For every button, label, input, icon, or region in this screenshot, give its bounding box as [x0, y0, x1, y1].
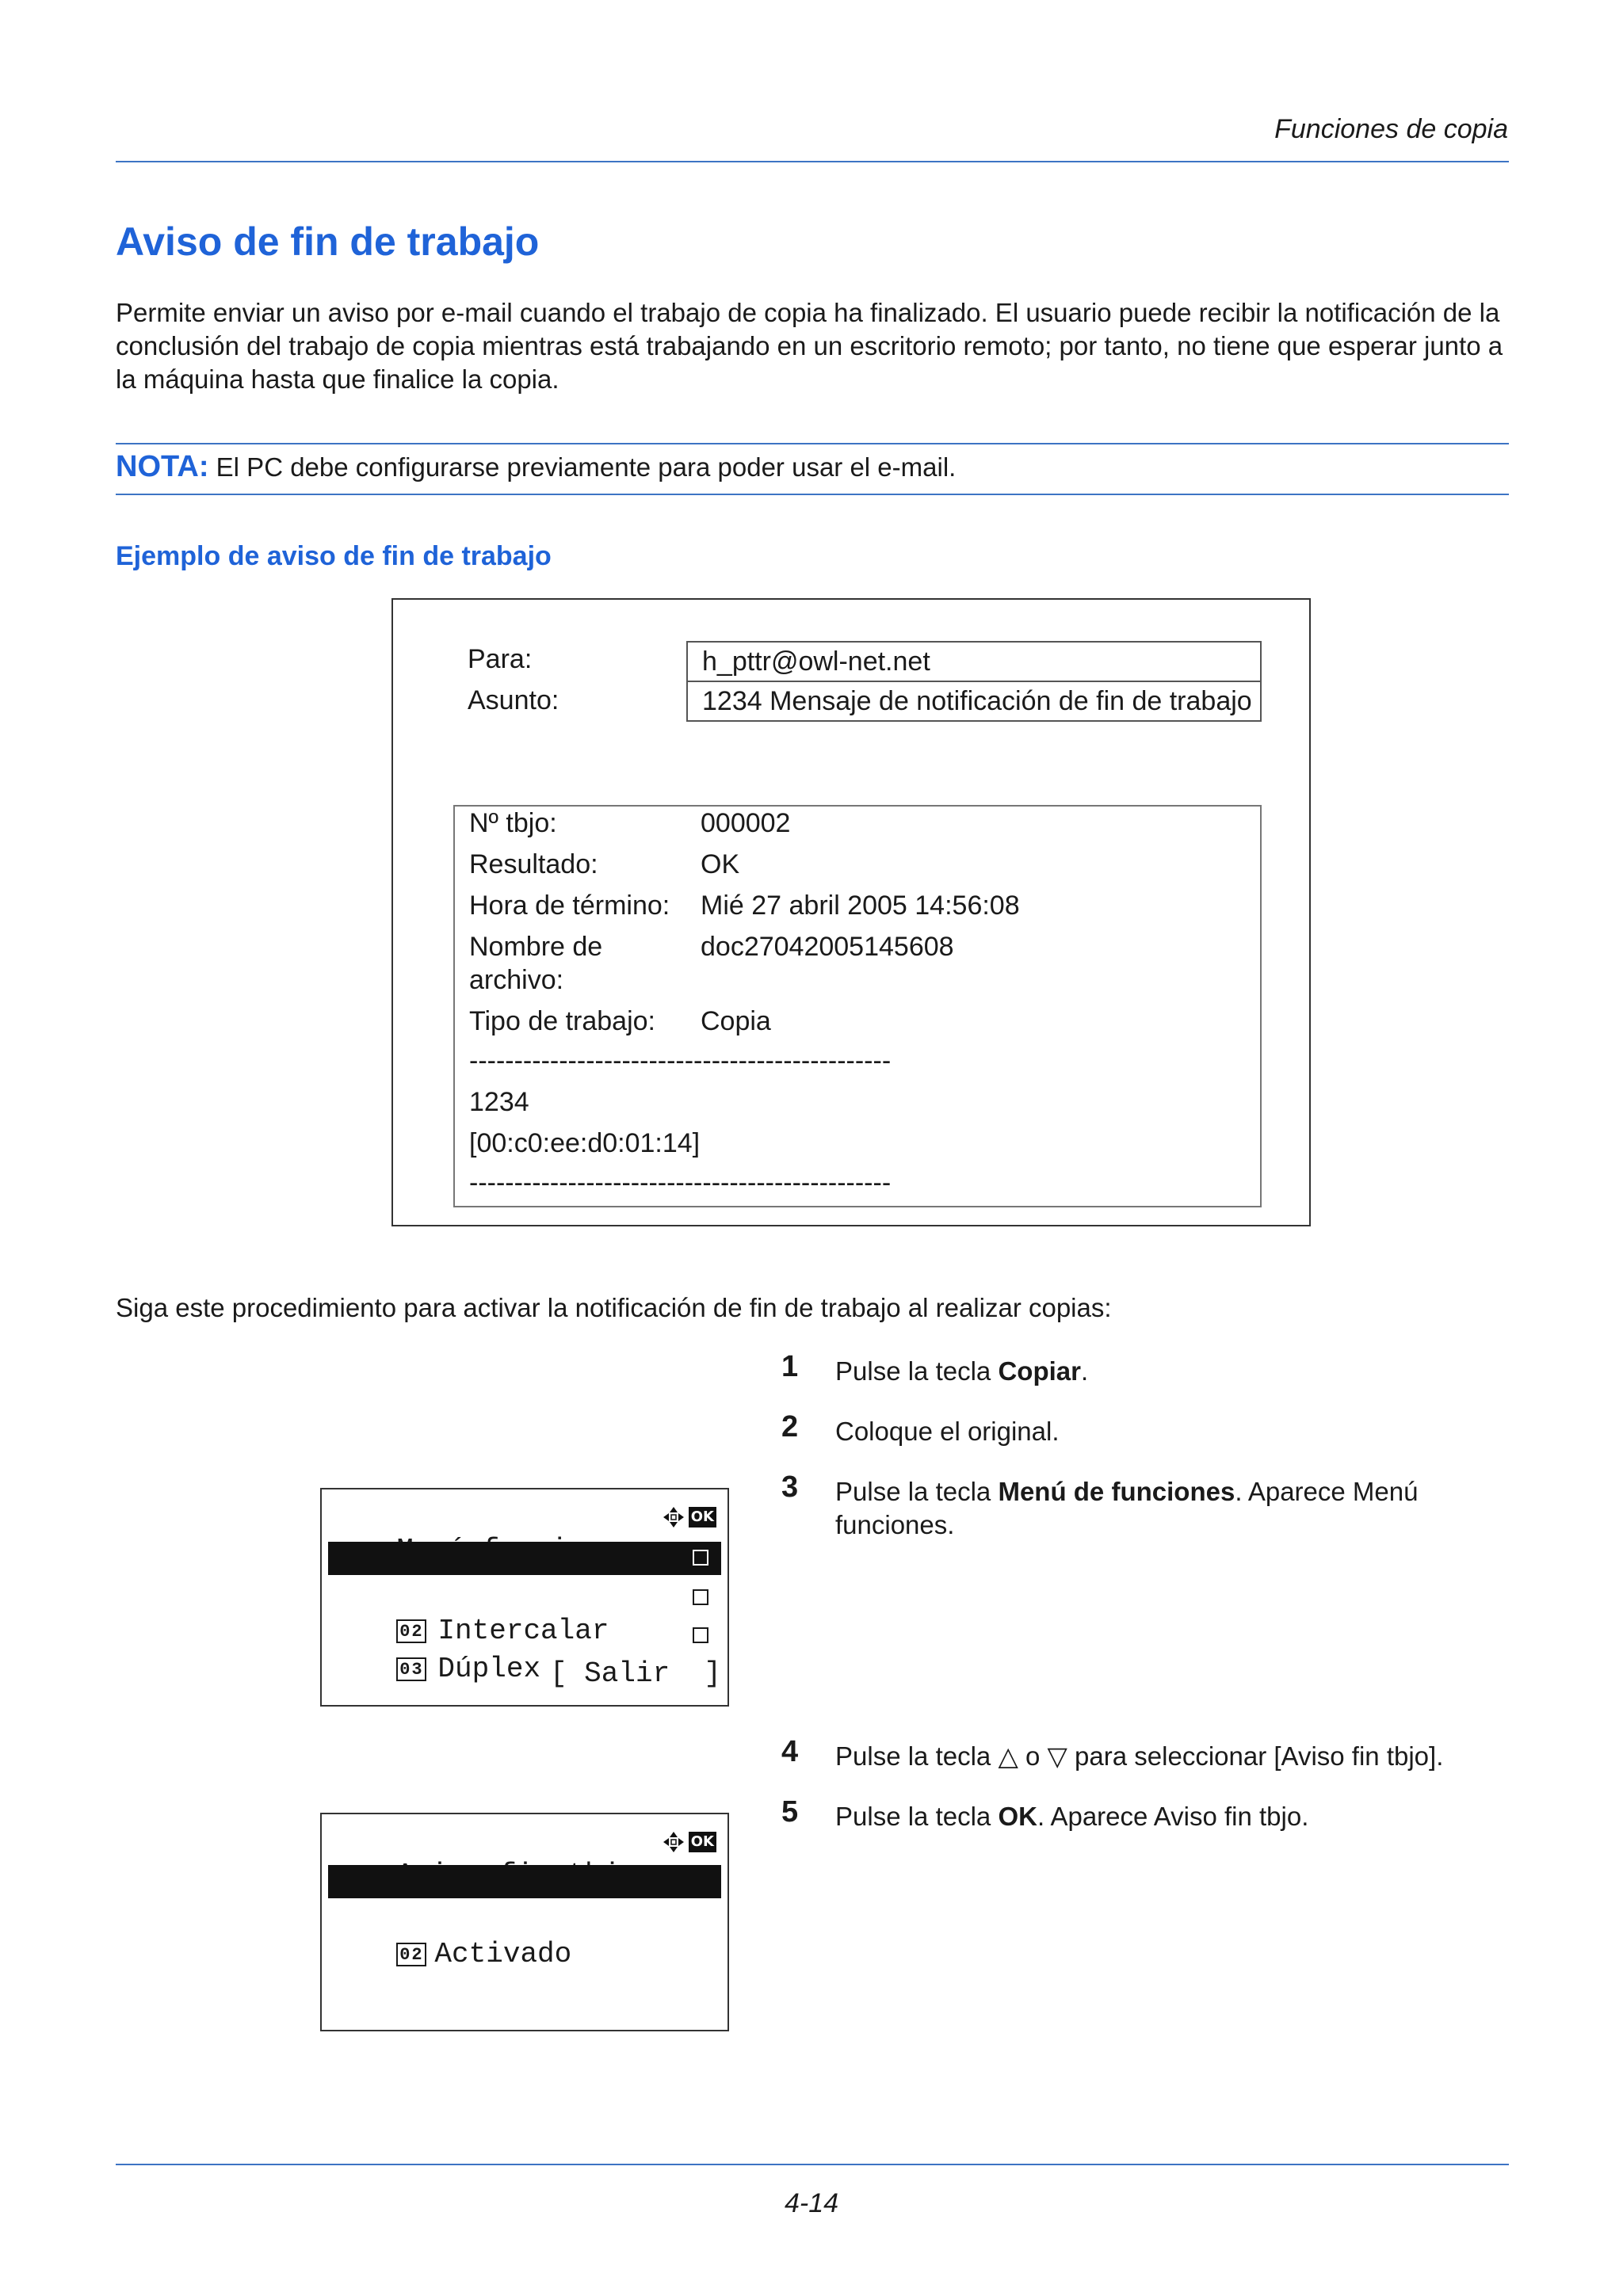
step-text: Pulse la tecla — [835, 1477, 999, 1506]
email-body — [453, 805, 1262, 1207]
note-bottom-rule — [116, 494, 1509, 495]
checkbox-icon — [693, 1589, 708, 1605]
step-key: Copiar — [998, 1356, 1081, 1386]
result-value: OK — [701, 849, 740, 879]
file-name-label-line1: Nombre de — [469, 932, 603, 962]
step-text-end: . Aparece Menú funciones. — [835, 1477, 1419, 1539]
job-type-label: Tipo de trabajo: — [469, 1006, 655, 1036]
to-value: h_pttr@owl-net.net — [686, 641, 1262, 682]
step-key: OK — [998, 1802, 1037, 1831]
subject-value: 1234 Mensaje de notificación de fin de trabajo — [686, 681, 1262, 722]
step-text: Pulse la tecla — [835, 1802, 999, 1831]
step-number: 2 — [781, 1410, 799, 1444]
step-text: Pulse la tecla △ o ▽ para seleccionar [Aviso fin tbjo]. — [835, 1741, 1444, 1771]
ok-icon: OK — [689, 1832, 716, 1852]
page-number: 4-14 — [784, 2188, 839, 2218]
step-text-end: . — [1080, 1356, 1089, 1386]
subject-label: Asunto: — [468, 685, 559, 715]
end-time-label: Hora de término: — [469, 891, 670, 921]
job-type-value: Copia — [701, 1006, 771, 1036]
result-label: Resultado: — [469, 849, 598, 879]
page-title: Aviso de fin de trabajo — [116, 219, 540, 264]
footer-rule — [116, 2164, 1509, 2165]
item-label: *Desactiv. — [431, 1898, 603, 1931]
lcd-item-2 — [328, 1581, 721, 1647]
lcd-aviso-fin-tbjo — [320, 1813, 729, 2031]
example-heading: Ejemplo de aviso de fin de trabajo — [116, 541, 552, 571]
lcd-item-2 — [328, 1905, 721, 1970]
lcd-item-1 — [328, 1542, 721, 1608]
note-label: NOTA: — [116, 450, 209, 483]
item-label: Selección papel — [437, 1575, 695, 1608]
item-number: 02 — [396, 1943, 426, 1966]
item-label: Activado — [434, 1938, 572, 1970]
navigation-arrows-icon — [662, 1830, 685, 1854]
procedure-intro: Siga este procedimiento para activar la notificación de fin de trabajo al realizar copias: — [116, 1293, 1112, 1322]
ok-icon: OK — [689, 1507, 716, 1527]
file-name-value: doc27042005145608 — [701, 932, 954, 962]
step-text-end: . Aparece Aviso fin tbjo. — [1037, 1802, 1309, 1831]
lcd-exit: [ Salir ] — [549, 1657, 721, 1690]
step-number: 4 — [781, 1735, 799, 1768]
item-label: Dúplex — [437, 1653, 541, 1685]
mac-address: [00:c0:ee:d0:01:14] — [469, 1128, 701, 1158]
header-rule — [116, 161, 1509, 162]
item-number: 03 — [396, 1657, 426, 1681]
job-no-value: 000002 — [701, 808, 791, 838]
lcd-item-1 — [328, 1865, 721, 1931]
running-header: Funciones de copia — [1274, 114, 1508, 144]
item-number: 01 — [396, 1580, 426, 1604]
job-code: 1234 — [469, 1087, 529, 1117]
item-label: Intercalar — [437, 1615, 609, 1647]
step-number: 3 — [781, 1470, 799, 1504]
file-name-label-line2: archivo: — [469, 965, 564, 995]
step-text: Pulse la tecla — [835, 1356, 999, 1386]
separator-top: ----------------------------------------------- — [469, 1046, 892, 1076]
checkbox-icon — [693, 1550, 708, 1566]
note — [116, 450, 956, 484]
separator-bottom: ----------------------------------------------- — [469, 1168, 892, 1198]
navigation-arrows-icon — [662, 1505, 685, 1529]
lcd-menu-funciones — [320, 1488, 729, 1707]
to-label: Para: — [468, 644, 533, 674]
step-number: 5 — [781, 1795, 799, 1829]
checkbox-icon — [693, 1627, 708, 1643]
step-text: Coloque el original. — [835, 1417, 1060, 1446]
step-key: Menú de funciones — [998, 1477, 1235, 1506]
note-top-rule — [116, 443, 1509, 444]
intro-paragraph: Permite enviar un aviso por e-mail cuando el trabajo de copia ha finalizado. El usuario puede recibir la notificación de la conclusión del trabajo de copia mientras está trabajando en un escritorio remoto; por tanto, no tiene que esperar junto a la máquina hasta que finalice la copia. — [116, 298, 1503, 394]
end-time-value: Mié 27 abril 2005 14:56:08 — [701, 891, 1020, 921]
item-number: 01 — [396, 1903, 426, 1927]
step-number: 1 — [781, 1350, 799, 1383]
item-number: 02 — [396, 1619, 426, 1643]
note-text: El PC debe configurarse previamente para poder usar el e-mail. — [216, 452, 957, 482]
job-no-label: Nº tbjo: — [469, 808, 557, 838]
